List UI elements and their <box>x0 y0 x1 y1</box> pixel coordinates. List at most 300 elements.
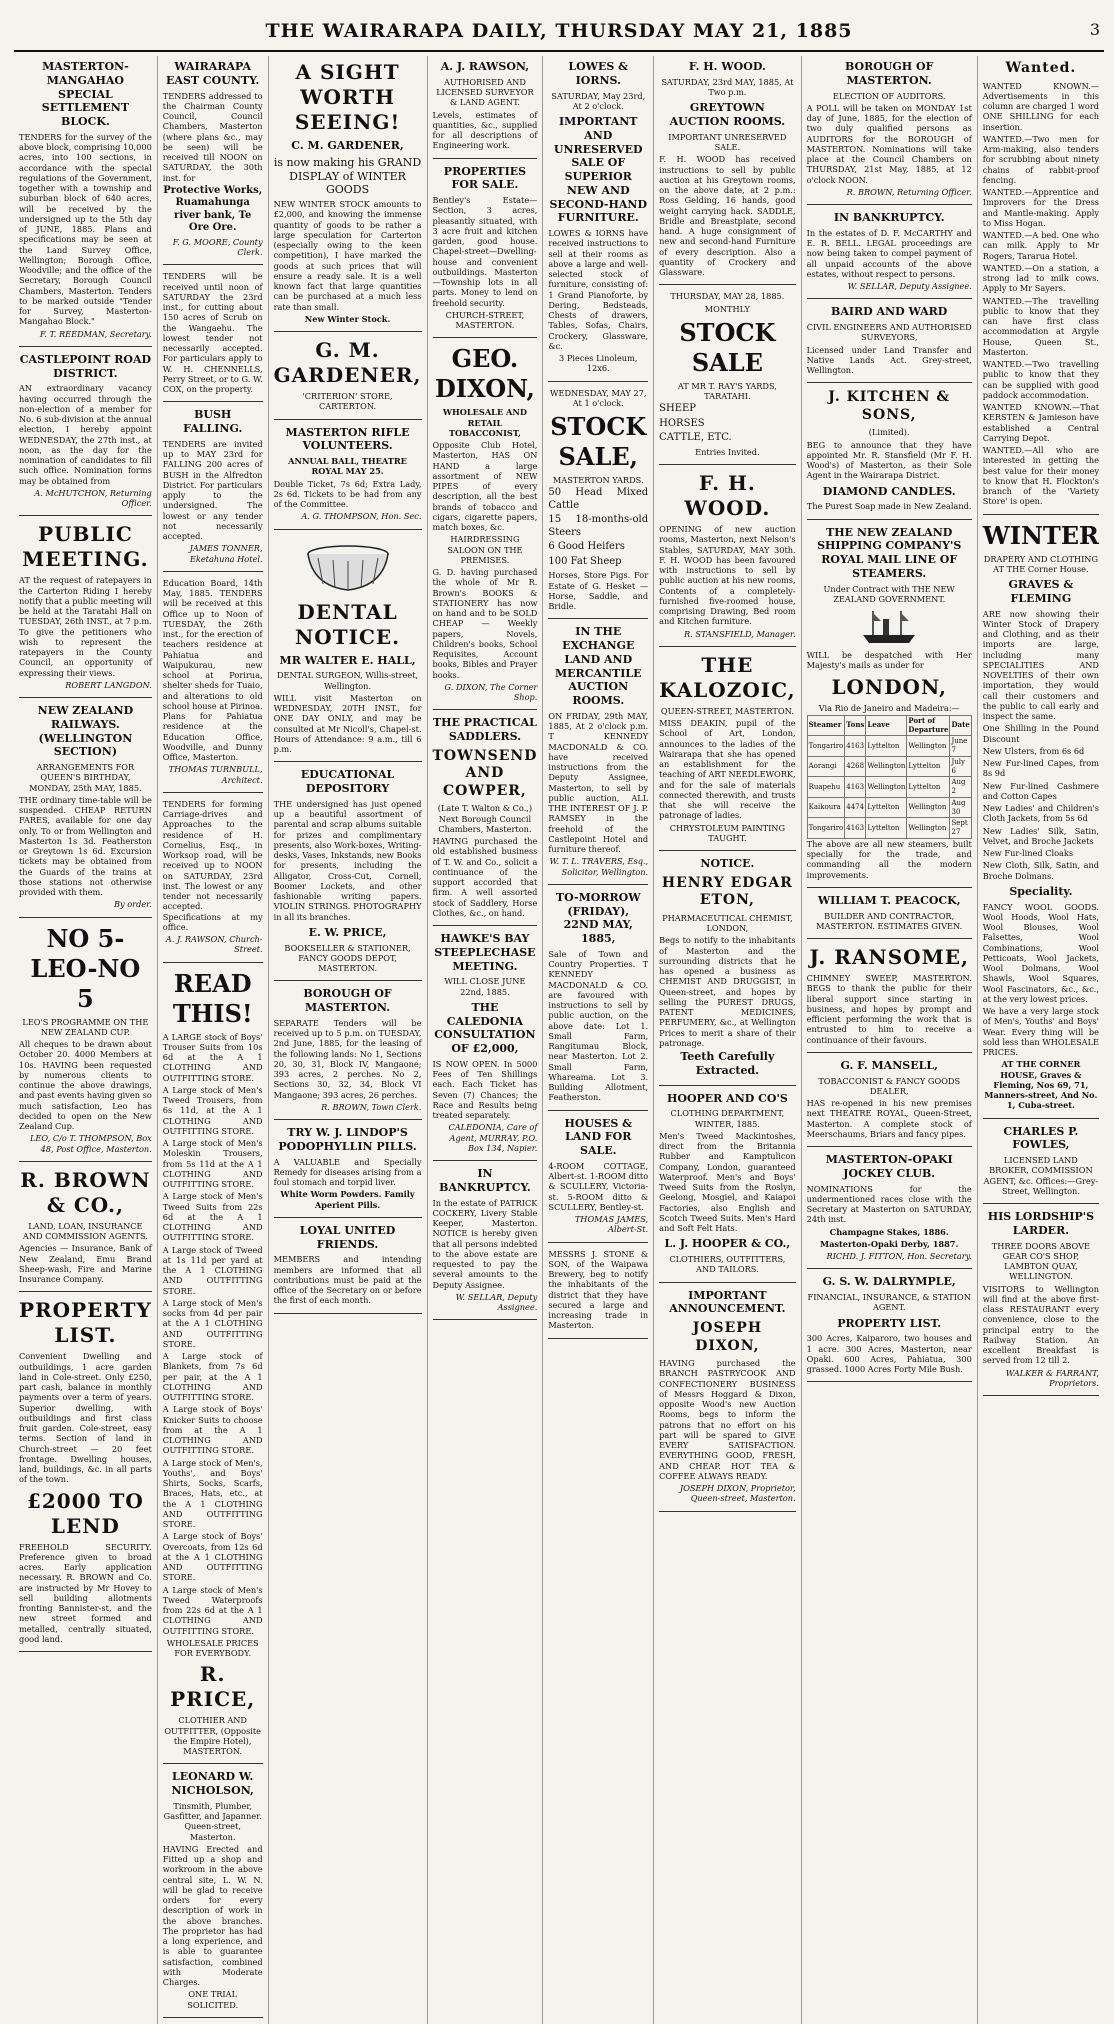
column-1 <box>14 56 158 2024</box>
ad-money: £2000 TO LEND <box>26 1488 144 1538</box>
ad-title: STOCK SALE <box>679 317 776 377</box>
ad-dalrymple <box>807 1275 972 1382</box>
ad-body: HAVING Erected and Fitted up a shop and workroom in the above central site, L. W. N. will be glad to receive orders for every description of work in the above branches. The proprietor has had a long experience, and is able to guarantee satisfaction, combined with Moderate Charges. <box>162 1843 263 1987</box>
ad-subtitle: 'CRITERION' STORE, CARTERTON. <box>302 391 393 412</box>
list-item: SHEEP <box>659 403 697 415</box>
ad-signature: THOMAS TURNBULL, Architect. <box>168 764 263 785</box>
ad-body: TENDERS for forming Carriage-drives and Approaches to the residence of H. Cornelius, Esq., in Worksop road, will be received up to NOON on SATURDAY, 23rd inst. The lowest or any tender not necessarily accepted. Specifications at my office. <box>162 798 263 932</box>
ad-mangahao <box>19 60 152 347</box>
ad-body: TENDERS addressed to the Chairman County Council, Council Chambers, Masterton (where plans &c., may be seen) will be received till NOON on SATURDAY, the 30th inst. for <box>162 90 263 183</box>
list-item: A Large stock of Men's Tweed Trousers, from 6s 11d, at the A 1 CLOTHING AND OUTFITTING STORE. <box>162 1084 263 1136</box>
ad-tail: The Purest Soap made in New Zealand. <box>806 501 972 512</box>
ad-signature: JAMES TONNER, Eketahuna Hotel. <box>189 543 263 564</box>
ad-kitchen-sons <box>807 389 972 519</box>
ad-name: HENRY EDGAR ETON, <box>661 874 793 909</box>
ad-body: Licensed under Land Transfer and Native Lands Act. Grey-street, Wellington. <box>806 344 972 375</box>
table-header-row <box>807 715 971 736</box>
columns <box>14 56 1104 2010</box>
ad-subtitle: (Late T. Walton & Co.,) Next Borough Council Chambers, Masterton. <box>437 803 533 834</box>
list-item: WANTED.—On a station, a strong lad to milk cows. Apply to Mr Sayers. <box>982 262 1099 294</box>
ad-head: THURSDAY, MAY 28, 1885. <box>670 291 785 302</box>
ad-body: AT the request of ratepayers in the Carterton Riding I hereby notify that a public meeting will be held at the Taratahi Hall on TUESDAY, 26th INST., at 7 p.m. To give the petitioners who wish to represent the ratepayers in the County Council, an opportunity of expressing their views. <box>19 575 152 678</box>
ad-public-meeting <box>19 522 152 698</box>
ad-signature: ROBERT LANGDON. <box>65 679 152 690</box>
ad-title: WAIRARAPA EAST COUNTY. <box>166 60 260 87</box>
ad-name: R. PRICE, <box>170 1662 256 1712</box>
ad-body: Bentley's Estate—Section, 3 acres, pleasantly situated, with 3 acre fruit and kitchen garden, good house. Chapel-street—Dwelling-house and convenient outbuildings. Masterton—Township lots in all parts. Money to lend on freehold security. <box>432 195 538 308</box>
ad-subtitle: CLOTHIER AND OUTFITTER, (Opposite the Empire Hotel), MASTERTON. <box>164 1715 262 1756</box>
ad-title: A SIGHT WORTH SEEING! <box>294 60 401 134</box>
ad-county-tenders <box>163 60 263 265</box>
ad-body: Education Board, 14th May, 1885. TENDERS will be received at this Office up to Noon of TUESDAY, the 26th inst., for the erection of teachers residence at Pahiatua and Waipukurau, new school at Porirua, shelter sheds for Tuaio, and alterations to old school house at Pirinoa. Plans for Pahiatua residence at the Education Office, Woodville, and Dunny Office, Masterton. <box>162 577 263 762</box>
ad-title: TRY W. J. LINDOP'S PODOPHYLLIN PILLS. <box>278 1126 417 1153</box>
ad-subtitle: ANNUAL BALL, THEATRE ROYAL MAY 25. <box>288 456 407 477</box>
ad-title: Wanted. <box>1005 60 1077 76</box>
table-cell: Wellington <box>907 797 950 818</box>
ad-saddlers <box>433 716 538 926</box>
ad-body: OPENING of new auction rooms, Masterton, next Nelson's Stables, SATURDAY, MAY 30th. F. H. WOOD has been favoured with instructions to sell by public auction at his new rooms, Contents of a completely-furnished five-roomed house, comprising Drawing, Bed room and Kitchen furniture. <box>659 524 796 627</box>
ad-joseph-dixon <box>659 1289 795 1512</box>
ad-body: TENDERS are invited up to MAY 23rd for FALLING 200 acres of BUSH in the Alfredton District. For particulars apply to the undersigned. The lowest or any tender not necessarily accepted. <box>162 438 263 541</box>
ad-body: MESSRS J. STONE & SON, of the Waipawa Brewery, beg to notify the inhabitants of the district that they have secured a large and increasing trade in Masterton. <box>548 1248 649 1331</box>
steamship-icon <box>859 607 919 647</box>
ad-title: HOUSES & LAND FOR SALE. <box>564 1116 633 1157</box>
table-row <box>807 797 971 818</box>
ad-title: NO 5-LEO-NO 5 <box>30 923 141 1013</box>
ad-tail: Teeth Carefully Extracted. <box>680 1050 775 1077</box>
ad-signature: CHURCH-STREET, MASTERTON. <box>445 309 525 330</box>
ad-body: NOMINATIONS for the undermentioned races close with the Secretary at Masterton on SATURDAY, 24th inst. <box>806 1183 972 1225</box>
ad-subtitle: TOBACCONIST & FANCY GOODS DEALER, <box>818 1075 961 1096</box>
table-cell: Lyttelton <box>866 797 907 818</box>
ad-monthly-stock-sale <box>659 291 795 465</box>
ad-name: E. W. PRICE, <box>308 925 387 939</box>
ad-title: MASTERTON-OPAKI JOCKEY CLUB. <box>825 1153 953 1180</box>
ad-title: HIS LORDSHIP'S LARDER. <box>987 1210 1095 1237</box>
ad-body: MEMBERS and intending members are informed that all contributions must be paid at the office of the Secretary on or before the first of each month. <box>273 1254 422 1306</box>
ad-bankruptcy-cockery <box>433 1167 538 1320</box>
basket-illustration-icon <box>298 536 398 596</box>
masthead <box>14 10 1104 52</box>
ad-body: AN extraordinary vacancy having occurred through the non-election of a member for No. 6 sub-division at the annual election, I hereby appoint WEDNESDAY, the 27th inst., at noon, as the day for the nomination of candidates to fill such office. Nomination forms may be obtained from <box>19 383 152 486</box>
ad-tail: We have a very large stock of Men's, Youths' and Boys' Wear. Every thing will be sold less than WHOLESALE PRICES. <box>982 1006 1099 1057</box>
ad-body: In the estates of D. F. McCARTHY and E. R. BELL. LEGAL proceedings are now being taken to compel payment of all unpaid accounts of the above estates, without respect to persons. <box>806 227 972 279</box>
ad-signature: W. SELLAR, Deputy Assignee. <box>455 1291 538 1312</box>
ad-body: TENDERS for the survey of the above block, comprising 10,000 acres, into 100 sections, in accordance with the special regulations of the Government, together with a township and suburban block of 640 acres, will be received by the undersigned up to the 5th day of JUNE, 1885. Plans and specifications may be seen at the Land Survey Office, Wellington; Borough Office, Woodville; and the office of the Secretary, Borough Council Chambers, Masterton. Tenders to be marked outside "Tender for Survey, Masterton-Mangahao Block." <box>19 131 152 327</box>
ad-title: NOTICE. <box>700 857 755 870</box>
ad-castlepoint <box>19 353 152 517</box>
ad-name: TOWNSEND AND COWPER, <box>432 747 538 799</box>
table-header: Port of Departure <box>907 715 950 736</box>
ad-destination: LONDON, <box>831 674 947 699</box>
table-cell: 4163 <box>845 777 866 798</box>
ad-work: Protective Works, Ruamahunga river bank, Te Ore Ore. <box>163 184 263 234</box>
column-5 <box>543 56 654 2024</box>
ad-title: THE PRACTICAL SADDLERS. <box>433 716 537 743</box>
ad-body: Begs to notify to the inhabitants of Masterton and the surrounding districts that he has opened a business as CHEMIST AND DRUGGIST, in Queen-street, and hopes by selling the PUREST DRUGS, PATENT MEDICINES, PERFUMERY, &c., at Wellington Prices to merit a share of their patronage. <box>659 935 796 1048</box>
table-cell: Wellington <box>907 818 950 839</box>
ad-title: HOOPER AND CO'S <box>666 1091 788 1105</box>
ad-nicholson <box>163 1770 263 2018</box>
list-item: A Large stock of Men's, Youths', and Boys' Shirts, Socks, Scarfs, Braces, Hats, etc., at the A 1 CLOTHING AND OUTFITTING STORE. <box>162 1457 263 1529</box>
ad-name: MR WALTER E. HALL, <box>279 653 416 667</box>
table-cell: Sept 27 <box>950 818 971 839</box>
column-2 <box>158 56 269 2024</box>
ad-signature: LEO, C/o T. THOMPSON, Box 48, Post Office, Masterton. <box>29 1133 152 1154</box>
ad-body: WILL visit Masterton on WEDNESDAY, 20TH INST., for ONE DAY ONLY, and may be consulted at Mr Nicoll's, Chapel-st. Hours of Attendance: 9 a.m., till 6 p.m. <box>273 692 422 754</box>
table-cell: Tongariro <box>807 736 845 757</box>
ad-eton-chemist <box>659 857 795 1086</box>
ad-subtitle: CIVIL ENGINEERS AND AUTHORISED SURVEYORS, <box>806 322 972 343</box>
ad-signature: By order. <box>114 899 152 910</box>
table-cell: Aug 30 <box>950 797 971 818</box>
table-cell: Wellington <box>866 756 907 777</box>
ad-signature: WALKER & FARRANT, Proprietors. <box>1005 1367 1099 1388</box>
ad-title: A. J. RAWSON, <box>440 60 530 73</box>
ad-name: GRAVES & FLEMING <box>1008 578 1074 605</box>
ad-subtitle: LAND, LOAN, INSURANCE AND COMMISSION AGENTS. <box>22 1220 148 1241</box>
ad-lordships-larder <box>983 1210 1099 1396</box>
ad-body: ARE now showing their Winter Stock of Drapery and Clothing, and as their imports are large, including many SPECIALITIES AND NOVELTIES of their own importation, they would call their customers and the public to call early and inspect the same. <box>982 608 1099 721</box>
ad-wanted <box>983 60 1099 515</box>
ad-title: BOROUGH OF MASTERTON. <box>844 60 934 87</box>
ad-body: Opposite Club Hotel, Masterton, HAS ON HAND a large assortment of NEW PIPES of every description, all the best brands of tobacco and cigars, cigarette papers, match boxes, &c. <box>432 440 538 532</box>
ad-houses-land <box>548 1117 648 1243</box>
ad-subtitle: ELECTION OF AUDITORS. <box>832 90 946 101</box>
ad-baird-ward <box>807 305 972 383</box>
table-cell: Lyttelton <box>866 736 907 757</box>
ad-name: CHARLES P. FOWLES, <box>1003 1124 1079 1152</box>
list-item: New Cloth, Silk, Satin, and Broche Dolmans. <box>982 860 1099 881</box>
ad-title: TO-MORROW (FRIDAY), 22ND MAY, 1885, <box>555 890 641 945</box>
ad-tail: Entries Invited. <box>695 446 760 457</box>
ad-body-2: G. D. having purchased the whole of Mr R. Brown's BOOKS & STATIONERY has now on hand and to be SOLD CHEAP — Weekly papers, Novels, Children's books, School Requisites, Account books, Bibles and Prayer books. <box>432 567 538 680</box>
ad-subtitle: is now making his GRAND DISPLAY of WINTER GOODS <box>273 155 422 197</box>
ad-signature: JOSEPH DIXON, Proprietor, Queen-street, Masterton. <box>679 1483 796 1504</box>
ad-jockey-club <box>807 1153 972 1269</box>
ad-body: F. H. WOOD has received instructions to sell by public auction at his Greytown rooms, on the above date, at 2 p.m.: Ross Gelding, 16 hands, good weight carrying hack. SADDLE, Bridle and Breastplate, second hand. A huge consignment of new and second-hand Furniture of every description. Also a quantity of Crockery and Glassware. <box>659 154 796 277</box>
ad-subtitle: BOOKSELLER & STATIONER, FANCY GOODS DEPOT, MASTERTON. <box>284 942 411 973</box>
ad-speciality-body: FANCY WOOL GOODS. Wool Hoods, Wool Hats, Wool Blouses, Wool Falsettes, Wool Combinations, Wool Petticoats, Wool Jackets, Wool Dolmans, Wool Shawls, Wool Squares, Wool Fascinators, &c., &c., at the very lowest prices. <box>982 901 1099 1004</box>
ad-name: L. J. HOOPER & CO., <box>664 1237 791 1251</box>
ad-subtitle: White Worm Powders. Family Aperient Pills. <box>280 1189 415 1210</box>
ad-body: Sale of Town and Country Properties. T KENNEDY MACDONALD & CO. are favoured with instructions to sell by public auction, on the above date: Lot 1. Small Farm, Rangitumau Block, near Masterton. Lot 2. Small Farm, Whareama. Lot 3. Building Allotment, Featherston. <box>548 948 649 1103</box>
ad-title: PROPERTY LIST. <box>19 1298 152 1348</box>
ad-election-auditors <box>807 60 972 205</box>
ad-signature: A. McHUTCHON, Returning Officer. <box>34 487 152 508</box>
ad-subtitle: WILL CLOSE JUNE 22nd, 1885. <box>444 976 526 997</box>
ad-subtitle: (Limited). <box>868 427 910 438</box>
ad-signature: F. T. REEDMAN, Secretary. <box>39 328 152 339</box>
ad-lowes-iorns-stock <box>548 388 648 620</box>
list-item: A Large stock of Men's Tweed Waterproofs from 22s 6d at the A 1 CLOTHING AND OUTFITTING STORE. <box>162 1584 263 1636</box>
ad-body: HAS re-opened in his new premises next THEATRE ROYAL, Queen-Street, Masterton. A complete stock of Meerschaums, Briars and fancy pipes. <box>806 1098 972 1139</box>
ad-body: WILL be despatched with Her Majesty's mails as under for <box>806 650 972 671</box>
ad-name: WILLIAM T. PEACOCK, <box>817 893 961 907</box>
ad-subtitle: Under Contract with THE NEW ZEALAND GOVERNMENT. <box>823 583 955 604</box>
ad-title: LOYAL UNITED FRIENDS. <box>299 1223 396 1251</box>
ad-race: Masterton-Opaki Derby, 1887. <box>820 1238 959 1249</box>
ad-peacock <box>807 894 972 939</box>
ad-ransome <box>807 945 972 1053</box>
table-header: Date <box>950 715 971 736</box>
ad-body: In the estate of PATRICK COCKERY, Livery Stable Keeper, Masterton. NOTICE is hereby given that all persons indebted to the above estate are requested to pay the several amounts to the Deputy Assignee. <box>432 1197 538 1290</box>
ad-r-brown <box>19 1168 152 1293</box>
list-item: WANTED.—The travelling public to know that they can have first class accommodation at Argyle House, Queen St., Masterton. <box>982 295 1099 357</box>
ad-title: J. RANSOME, <box>809 945 969 969</box>
ad-signature: A. G. THOMPSON, Hon. Sec. <box>301 511 422 522</box>
ad-signature: HAIRDRESSING SALOON ON THE PREMISES. <box>447 534 523 565</box>
ad-body: MISS DEAKIN, pupil of the School of Art, London, announces to the ladies of the Wairarapa that she has opened an establishment for the teaching of ART NEEDLEWORK, and for the sale of materials connected therewith, and trusts that she will receive the patronage of ladies. <box>659 718 796 821</box>
ad-exchange-rooms <box>548 625 648 885</box>
ad-head: F. H. WOOD. <box>684 471 771 520</box>
ad-body: 300 Acres, Kaiparoro, two houses and 1 acre. 300 Acres, Masterton, near Opaki. 600 Acres, Pahiatua, 300 grassed. 1000 Acres Forty Mile Bush. <box>806 1333 972 1374</box>
ad-graves-fleming <box>983 521 1099 1119</box>
ad-title: WINTER <box>982 520 1099 550</box>
ad-subtitle: MASTERTON YARDS. <box>552 475 644 485</box>
ad-body: BEG to announce that they have appointed Mr. R. Stansfield (Mr F. H. Wood's) of Masterton, as their Sole Agent in the Wairarapa District. <box>806 439 972 481</box>
ad-head: WEDNESDAY, MAY 27, At 1 o'clock. <box>550 387 647 408</box>
ad-hawkes-bay <box>433 932 538 1161</box>
ad-body: HAVING purchased the old established business of T. W. and Co., solicit a continuance of the support accorded that firm. A well assorted stock of Saddlery, Horse Clothes, &c., on hand. <box>432 836 538 918</box>
list-item: WANTED.—Two travelling public to know that they can be supplied with good paddock accommodation. <box>982 359 1099 400</box>
ad-subtitle: SATURDAY, May 23rd, At 2 o'clock. <box>551 90 646 111</box>
ad-race: Champagne Stakes, 1886. <box>829 1226 949 1237</box>
ad-signature: R. STANSFIELD, Manager. <box>684 628 796 639</box>
ad-lindop-pills <box>274 1126 422 1218</box>
ad-railways <box>19 704 152 918</box>
list-item: A Large stock of Boys' Knicker Suits to choose from at the A 1 CLOTHING AND OUTFITTING STORE. <box>162 1404 263 1456</box>
list-item: A Large stock of Blankets, from 7s 6d per pair, at the A 1 CLOTHING AND OUTFITTING STORE. <box>162 1351 263 1402</box>
ad-body: A POLL will be taken on MONDAY 1st day of June, 1885, for the election of two duly qualified persons as AUDITORS for the BOROUGH of MASTERTON. Nominations will take place at the Council Chambers on THURSDAY, 21st May, 1885, at 12 o'clock NOON. <box>806 102 972 185</box>
ad-title: IN BANKRUPTCY. <box>833 211 945 224</box>
ad-title: READ THIS! <box>172 968 253 1028</box>
table-header: Leave <box>866 715 907 736</box>
ad-title: BUSH FALLING. <box>183 408 243 435</box>
ad-shipping-company <box>807 526 972 888</box>
ad-speciality: Speciality. <box>1009 884 1073 898</box>
ad-title: PROPERTY LIST. <box>837 1316 942 1330</box>
ad-title: THE KALOZOIC, <box>659 652 796 702</box>
ad-tail: Horses, Store Pigs. For Estate of G. Hesket — Horse, Saddle, and Bridle. <box>548 570 649 611</box>
ad-subtitle: THREE DOORS ABOVE GEAR CO'S SHOP, LAMBTON QUAY, WELLINGTON. <box>991 1240 1090 1282</box>
ad-title: R. BROWN & CO., <box>20 1167 151 1217</box>
ad-title: J. KITCHEN & SONS, <box>828 389 951 423</box>
list-item: New Fur-lined Capes, from 8s 9d <box>982 758 1099 779</box>
ad-mansell <box>807 1059 972 1147</box>
table-row <box>807 818 971 839</box>
ad-body: Agencies — Insurance, Bank of New Zealand, Emu Brand Sheep-wash, Fire and Marine Insurance Company. <box>19 1243 152 1284</box>
list-item: A Large stock of Men's Tweed Suits from 22s 6d at the A 1 CLOTHING AND OUTFITTING STORE. <box>162 1191 263 1243</box>
ad-signature: F. G. MOORE, County Clerk. <box>172 236 263 257</box>
table-cell: June 7 <box>950 736 971 757</box>
ad-subtitle: QUEEN-STREET, MASTERTON. <box>660 705 794 716</box>
ad-title: MASTERTON RIFLE VOLUNTEERS. <box>285 425 410 453</box>
ad-name: G. F. MANSELL, <box>840 1058 938 1072</box>
table-cell: Lyttelton <box>907 777 950 798</box>
list-item: New Fur-lined Cashmere and Cotton Capes <box>982 780 1099 801</box>
list-item: New Fur-lined Cloaks <box>982 848 1074 858</box>
ad-body-tail: FREEHOLD SECURITY. Preference given to broad acres. Early application necessary. R. BROWN and Co. are instructed by Mr Hovey to sell building allotments fronting Bannister-st, and the new street formed and metalled, centrally situated, good land. <box>19 1541 152 1644</box>
ad-body: HAVING purchased the BRANCH PASTRYCOOK AND CONFECTIONERY BUSINESS of Messrs Hoggard & Dixon, opposite Wood's new Auction Rooms, begs to inform the patrons that no effort on his part will be spared to GIVE EVERY SATISFACTION. EVERYTHING GOOD, FRESH, AND CHEAP. HOT TEA & COFFEE ALWAYS READY. <box>659 1358 796 1481</box>
ad-loyal-united-friends <box>274 1224 422 1314</box>
table-cell: July 6 <box>950 756 971 777</box>
ad-subtitle: Tinsmith, Plumber, Gasfitter, and Japanner. Queen-street, Masterton. <box>163 1800 262 1842</box>
ad-subtitle: SATURDAY, 23rd MAY, 1885, At Two p.m. <box>661 76 794 97</box>
table-header: Steamer <box>807 715 845 736</box>
ad-signature: CALEDONIA, Care of Agent, MURRAY, P.O. Box 134, Napier. <box>448 1122 538 1153</box>
ad-title: CASTLEPOINT ROAD DISTRICT. <box>19 352 152 380</box>
ad-head: LOWES & IORNS. <box>568 60 629 87</box>
list-item: A Large stock of Tweed at 1s 11d per yard at the A 1 CLOTHING AND OUTFITTING STORE. <box>162 1244 263 1296</box>
ad-gardener-display <box>274 60 422 332</box>
ad-subtitle: LEO'S PROGRAMME ON THE NEW ZEALAND CUP. <box>22 1016 149 1037</box>
ad-subtitle-2: CLOTHIERS, OUTFITTERS, AND TAILORS. <box>669 1254 786 1275</box>
ad-wood-new-rooms <box>659 471 795 647</box>
ad-footer: WHOLESALE PRICES FOR EVERYBODY. <box>166 1637 259 1658</box>
ad-dental-notice <box>274 536 422 763</box>
masthead-title: THE WAIRARAPA DAILY, THURSDAY MAY 21, 1885 <box>265 20 853 42</box>
ad-name: G. S. W. DALRYMPLE, <box>822 1275 956 1289</box>
ad-wood-greytown <box>659 60 795 285</box>
ad-kalozoic <box>659 653 795 851</box>
ad-fowles <box>983 1125 1099 1205</box>
list-item: One Shilling in the Pound Discount <box>982 723 1099 744</box>
ad-read-this <box>163 969 263 1765</box>
ad-borough-leasing <box>274 987 422 1120</box>
ad-signature: A. J. RAWSON, Church-Street. <box>165 934 263 955</box>
ad-subtitle: AUTHORISED AND LICENSED SURVEYOR & LAND AGENT. <box>436 76 534 108</box>
table-cell: Kaikoura <box>807 797 845 818</box>
table-row <box>807 756 971 777</box>
table-cell: Aug 2 <box>950 777 971 798</box>
list-item: New Ladies' and Children's Cloth Jackets, from 5s 6d <box>982 803 1099 824</box>
ad-scrub-tenders <box>163 271 263 402</box>
ad-title: HAWKE'S BAY STEEPLECHASE MEETING. <box>434 932 536 973</box>
ad-lowes-iorns-furniture <box>548 60 648 382</box>
ad-subtitle: CLOTHING DEPARTMENT, WINTER, 1885. <box>670 1108 785 1129</box>
column-4 <box>428 56 544 2024</box>
ad-name: C. M. GARDENER, <box>291 139 404 152</box>
ad-via: Via Rio de Janeiro and Madeira:— <box>818 702 960 713</box>
list-item: WANTED.—A bed. One who can milk. Apply to Mr Rogers, Tararua Hotel. <box>982 230 1099 261</box>
ad-leo <box>19 924 152 1162</box>
ad-signature: W. T. L. TRAVERS, Esq., Solicitor, Wellington. <box>549 856 649 877</box>
ad-bush-falling <box>163 408 263 572</box>
ad-subtitle: FINANCIAL, INSURANCE, & STATION AGENT. <box>807 1292 971 1313</box>
list-item: HORSES <box>659 417 705 429</box>
sailings-table <box>807 715 972 839</box>
ad-properties-for-sale <box>433 165 538 339</box>
ad-town-country-properties <box>548 891 648 1111</box>
ad-stone-brewery <box>548 1249 648 1339</box>
ad-subtitle: DENTAL SURGEON, Willis-street, Wellington. <box>276 670 419 691</box>
ad-subtitle: DRAPERY AND CLOTHING AT THE Corner House. <box>983 553 1099 574</box>
table-cell: Lyttelton <box>866 818 907 839</box>
ad-property-list <box>19 1298 152 1652</box>
ad-signature: W. SELLAR, Deputy Assignee. <box>847 281 972 291</box>
list-item: WANTED KNOWN.—Advertisements in this column are charged 1 word ONE SHILLING for each insertion. <box>982 80 1099 132</box>
ad-subtitle: MONTHLY <box>704 303 750 314</box>
list-item: WANTED.—All who are interested in getting the best value for their money to know that H. Flockton's branch of the 'Variety Store' is open. <box>982 445 1099 507</box>
ad-body: TENDERS will be received until noon of SATURDAY the 23rd inst., for cutting about 150 acres of Scrub on the Wangaehu. The lowest tender not necessarily accepted. For particulars apply to W. H. CHENNELLS, Perry Street, or to G. W. COX, on the property. <box>162 271 263 394</box>
ad-gardener-store <box>274 338 422 420</box>
ad-title: GREYTOWN AUCTION ROOMS. <box>669 101 786 128</box>
ad-subtitle: ARRANGEMENTS FOR QUEEN'S BIRTHDAY, MONDAY, 25th MAY, 1885. <box>29 762 142 793</box>
ad-subtitle: WHOLESALE AND RETAIL TOBACCONIST, <box>442 407 527 438</box>
ad-body: 4-ROOM COTTAGE, Albert-st. 1-ROOM ditto & SCULLERY, Victoria-st. 5-ROOM ditto & SCULLERY, Bentley-st. <box>548 1160 649 1212</box>
ad-title: G. M. GARDENER, <box>273 338 422 387</box>
ad-body: THE undersigned has just opened up a beautiful assortment of parental and scrap albums suitable for prizes and complimentary presents, also Work-boxes, Writing-desks, Vases, Inkstands, new Books for presents, including the Alligator, Cross-Cut, Cornell, Boomer Lockets, and other fashionable writing papers. VIOLIN STRINGS. PHOTOGRAPHY in all its branches. <box>273 798 422 922</box>
ad-tail: ONE TRIAL SOLICITED. <box>187 1989 239 2010</box>
ad-name: THE CALEDONIA CONSULTATION OF £2,000, <box>434 1000 536 1055</box>
ad-body: IS NOW OPEN. In 5000 Fees of Ten Shillings each. Each Ticket has Seven (7) Chances; the Race and Results being treated separately. <box>432 1058 538 1120</box>
ad-body: SEPARATE Tenders will be received up to 5 p.m. on TUESDAY, 2nd June, 1885, for the leasing of the following lands: No 1, Sections 20, 30, 31, Block IV, Mangaone; 393 acres, 2 perches. No 2, Sections 30, 32, 34, Block VI Mangaone; 393 acres, 26 perches. <box>273 1017 422 1100</box>
ad-body: CHIMNEY SWEEP, MASTERTON. BEGS to thank the public for their liberal support since starting in business, and hopes by prompt and efficient performing the work that is entrusted to him to receive a continuance of their favours. <box>806 973 972 1045</box>
ad-body: A VALUABLE and Specially Remedy for diseases arising from a foul stomach and torpid liver. <box>273 1156 422 1187</box>
ad-signature: R. BROWN, Town Clerk. <box>321 1101 422 1112</box>
list-item: 50 Head Mixed Cattle <box>548 487 649 511</box>
ad-title: PROPERTIES FOR SALE. <box>443 164 527 192</box>
table-cell: Wellington <box>866 777 907 798</box>
ad-subtitle: LICENSED LAND BROKER, COMMISSION AGENT, &c. Offices:—Grey-Street, Wellington. <box>983 1155 1099 1196</box>
list-item: A Large stock of Men's Moleskin Trousers, from 5s 11d at the A 1 CLOTHING AND OUTFITTING STORE. <box>162 1138 263 1189</box>
table-cell: Ruapehu <box>807 777 845 798</box>
ad-title: BOROUGH OF MASTERTON. <box>303 987 392 1014</box>
ad-title: STOCK SALE, <box>550 412 647 471</box>
ad-title: GEO. DIXON, <box>434 344 535 404</box>
ad-body: Convenient Dwelling and outbuildings, 1 acre garden land in Cole-street. Only £250, part cash, balance in monthly payments over a term of years. Superior dwelling, with outbuildings and first class fruit garden. Cole-street, easy terms. Section of land in Church-street — 20 feet frontage. Dwelling houses, land, buildings, &c. in all parts of the town. <box>19 1351 152 1485</box>
ad-body: NEW WINTER STOCK amounts to £2,000, and knowing the immense quantity of goods to be rather a large speculation for Carterton (especially owing to the keen competition), I have marked the goods at such prices that will ensure a ready sale. It is a well known fact that large quantities can be purchased at a much less rate than small. <box>273 199 422 312</box>
ad-name: DIAMOND CANDLES. <box>822 484 956 498</box>
ad-signature: THOMAS JAMES, Albert-St. <box>574 1214 649 1235</box>
list-item: A Large stock of Men's socks from 4d per pair at the A 1 CLOTHING AND OUTFITTING STORE. <box>162 1297 263 1349</box>
list-item: WANTED KNOWN.—That KERSTEN & Jamieson have established a Central Carrying Depot. <box>982 402 1099 443</box>
ad-subtitle: PHARMACEUTICAL CHEMIST, LONDON, <box>662 912 793 933</box>
list-item: New Ulsters, from 6s 6d <box>982 745 1085 756</box>
ad-geo-dixon <box>433 344 538 710</box>
table-cell: 4474 <box>845 797 866 818</box>
ad-carriage-drives <box>163 799 263 963</box>
page-number: 3 <box>1089 20 1100 39</box>
table-row <box>807 777 971 798</box>
ad-educational-depository <box>274 768 422 981</box>
ad-title: IMPORTANT ANNOUNCEMENT. <box>669 1288 786 1316</box>
ad-rifle-volunteers <box>274 426 422 530</box>
table-cell: 4163 <box>845 818 866 839</box>
ad-title: IN THE EXCHANGE LAND AND MERCANTILE AUCTION ROOMS. <box>555 625 642 707</box>
list-item: 15 18-months-old Steers <box>548 514 649 538</box>
ad-rawson <box>433 60 538 159</box>
ad-subtitle-2: IMPORTANT UNRESERVED SALE. <box>668 131 787 152</box>
table-cell: Wellington <box>907 736 950 757</box>
list-item: CATTLE, ETC. <box>659 432 732 444</box>
list-item: 100 Fat Sheep <box>548 555 622 567</box>
ad-body: VISITORS to Wellington will find at the above first-class RESTAURANT every convenience, close to the principal entry to the Railway Station. An excellent Breakfast is served from 12 till 2. <box>982 1283 1099 1366</box>
ad-signature: R. BROWN, Returning Officer. <box>846 186 972 197</box>
table-row <box>807 736 971 757</box>
ad-name: JOSEPH DIXON, <box>692 1320 763 1354</box>
list-item: New Ladies' Silk, Satin, Velvet, and Broche Jackets <box>982 825 1099 846</box>
ad-subtitle-2: AT MR T. RAY'S YARDS, TARATAHI. <box>677 380 777 401</box>
ad-tail: CHRYSTOLEUM PAINTING TAUGHT. <box>669 822 786 843</box>
ad-title: BAIRD AND WARD <box>831 305 948 319</box>
ad-body: THE ordinary time-table will be suspended. CHEAP RETURN FARES, available for one day only. To or from Wellington and Masterton 1s 3d. Featherston or Greytown 1s 6d. Excursion tickets may be obtained from the Guards of the trains at those stations not otherwise provided with them. <box>19 794 152 897</box>
ad-title: NEW ZEALAND RAILWAYS. (WELLINGTON SECTION) <box>37 704 134 759</box>
ad-title: LEONARD W. NICHOLSON, <box>171 1770 254 1797</box>
ad-head: F. H. WOOD. <box>688 60 766 73</box>
ad-body: ON FRIDAY, 29th MAY, 1885, At 2 o'clock p.m. T KENNEDY MACDONALD & CO. have received instructions from the Deputy Assignee, Masterton, to sell by public auction, ALL THE INTEREST OF J. P. RAMSEY in the freehold of the Castlepoint Hotel and furniture thereof. <box>548 710 649 854</box>
